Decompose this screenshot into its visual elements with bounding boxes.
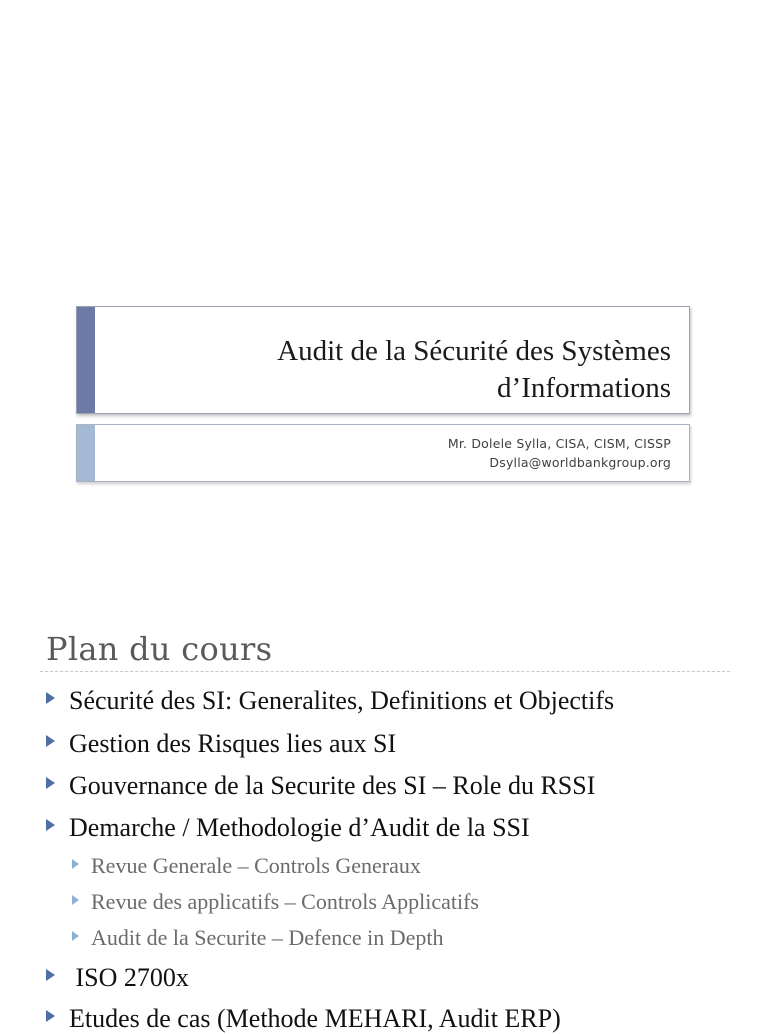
outline-bullet-text: Demarche / Methodologie d’Audit de la SSI	[69, 813, 530, 842]
subbullet-arrow-icon	[72, 895, 79, 905]
heading-divider	[40, 671, 730, 672]
outline-bullet	[46, 963, 189, 993]
outline-subbullet-text: Revue des applicatifs – Controls Applicatifs	[91, 889, 479, 914]
outline-bullet-text: Gestion des Risques lies aux SI	[69, 729, 397, 758]
slide-title-line2: d’Informations	[497, 372, 671, 404]
bullet-arrow-icon	[46, 692, 55, 704]
bullet-arrow-icon	[46, 1010, 55, 1022]
email-line: Dsylla@worldbankgroup.org	[489, 455, 671, 470]
outline-bullet-text: Sécurité des SI: Generalites, Definitions et Objectifs	[69, 686, 615, 715]
bullet-arrow-icon	[46, 777, 55, 789]
slide-title	[111, 333, 671, 407]
outline-subbullet	[72, 925, 443, 951]
author-line: Mr. Dolele Sylla, CISA, CISM, CISSP	[447, 436, 671, 451]
outline-subbullet-text: Audit de la Securite – Defence in Depth	[91, 925, 444, 950]
bullet-arrow-icon	[46, 969, 55, 981]
outline-bullet	[46, 1004, 561, 1034]
outline-bullet-text: Etudes de cas (Methode MEHARI, Audit ERP)	[69, 1004, 561, 1033]
subtitle-accent-bar	[77, 425, 95, 481]
outline-bullet-text: Gouvernance de la Securite des SI – Role du RSSI	[69, 771, 596, 800]
outline-bullet	[46, 729, 396, 759]
outline-subbullet	[72, 853, 421, 879]
outline-subbullet	[72, 889, 479, 915]
outline-bullet-text: ISO 2700x	[69, 963, 189, 992]
subbullet-arrow-icon	[72, 931, 79, 941]
title-accent-bar	[77, 307, 95, 413]
outline-bullet	[46, 771, 595, 801]
subbullet-arrow-icon	[72, 859, 79, 869]
slide-title-line1: Audit de la Sécurité des Systèmes	[277, 335, 671, 367]
subtitle-box	[76, 424, 690, 482]
outline-heading: Plan du cours	[46, 630, 273, 668]
outline-bullet	[46, 686, 614, 716]
outline-subbullet-text: Revue Generale – Controls Generaux	[91, 853, 421, 878]
outline-bullet	[46, 813, 530, 843]
slide-subtitle	[171, 434, 671, 472]
bullet-arrow-icon	[46, 735, 55, 747]
title-box	[76, 306, 690, 414]
bullet-arrow-icon	[46, 819, 55, 831]
